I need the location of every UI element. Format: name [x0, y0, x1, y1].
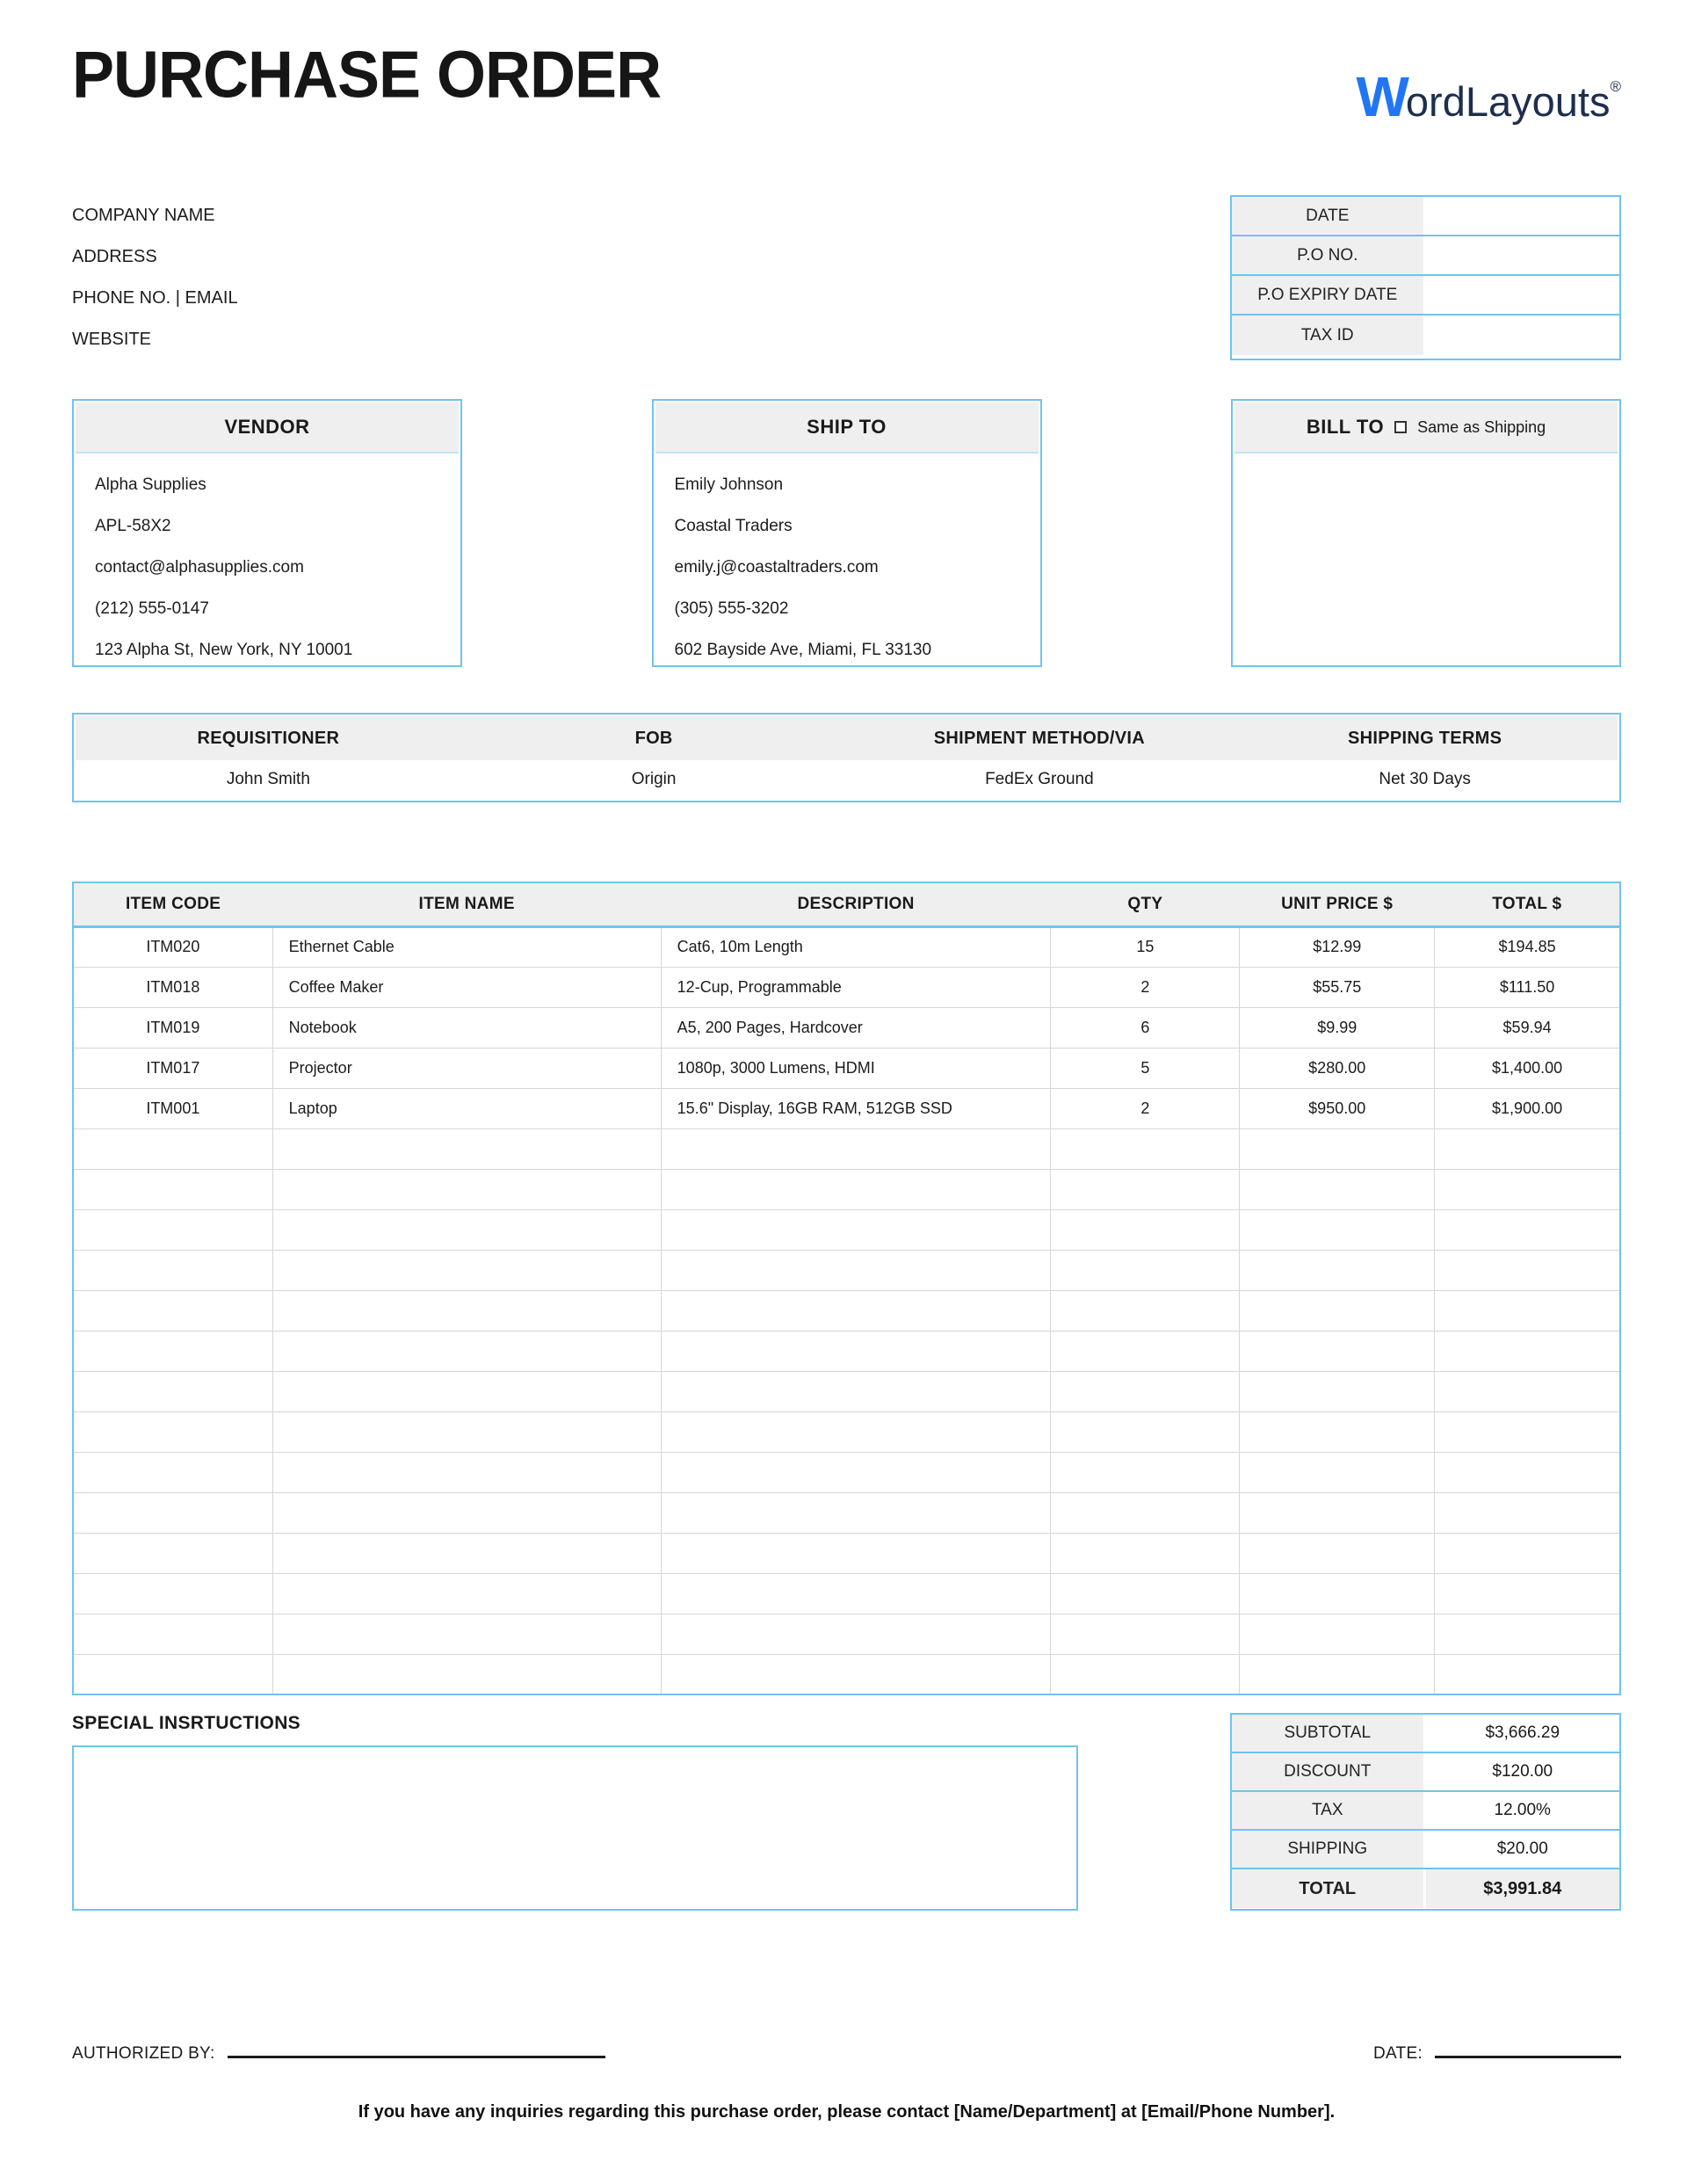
empty-item-row	[73, 1573, 1620, 1614]
shipping-label: SHIPPING	[1232, 1831, 1426, 1868]
po-expiry-label: P.O EXPIRY DATE	[1232, 276, 1426, 314]
company-block	[72, 195, 238, 360]
empty-item-cell[interactable]	[73, 1250, 272, 1290]
item-total: $59.94	[1435, 1007, 1620, 1048]
empty-item-cell[interactable]	[661, 1250, 1051, 1290]
empty-item-cell[interactable]	[1435, 1290, 1620, 1331]
bill-to-body[interactable]	[1234, 453, 1618, 475]
po-info-row-number	[1232, 236, 1619, 276]
fob-value: Origin	[631, 770, 677, 788]
empty-item-cell[interactable]	[1051, 1209, 1240, 1250]
ship-to-email: emily.j@coastaltraders.com	[674, 558, 879, 577]
ship-to-header: SHIP TO	[655, 403, 1039, 453]
logo-text: ordLayouts	[1405, 78, 1611, 125]
shipment-method-value: FedEx Ground	[985, 770, 1094, 788]
company-website: WEBSITE	[72, 330, 152, 349]
requisitioner-value: John Smith	[226, 770, 310, 788]
shipping-terms-value: Net 30 Days	[1379, 770, 1471, 788]
item-name: Laptop	[272, 1088, 661, 1128]
ship-to-phone: (305) 555-3202	[674, 599, 789, 618]
empty-item-cell[interactable]	[272, 1209, 661, 1250]
empty-item-cell[interactable]	[73, 1452, 272, 1492]
authorized-by	[72, 2039, 605, 2064]
empty-item-cell[interactable]	[661, 1614, 1051, 1654]
empty-item-cell[interactable]	[1435, 1169, 1620, 1209]
company-name: COMPANY NAME	[72, 206, 215, 225]
item-name: Coffee Maker	[272, 967, 661, 1007]
sign-date	[1373, 2039, 1621, 2064]
item-description: A5, 200 Pages, Hardcover	[661, 1007, 1051, 1048]
item-row	[73, 1007, 1620, 1048]
item-unit-price: $9.99	[1240, 1007, 1435, 1048]
po-no-label: P.O NO.	[1232, 236, 1426, 274]
empty-item-cell[interactable]	[1240, 1654, 1435, 1694]
header	[72, 38, 1621, 128]
empty-item-cell[interactable]	[73, 1492, 272, 1533]
same-as-shipping-checkbox[interactable]	[1394, 421, 1407, 433]
empty-item-cell[interactable]	[73, 1331, 272, 1371]
empty-item-cell[interactable]	[1435, 1573, 1620, 1614]
item-row	[73, 1088, 1620, 1128]
bill-to-label: BILL TO	[1306, 416, 1385, 438]
vendor-body	[76, 453, 459, 681]
empty-item-cell[interactable]	[1435, 1614, 1620, 1654]
item-qty: 2	[1051, 967, 1240, 1007]
empty-item-row	[73, 1492, 1620, 1533]
tax-label: TAX	[1232, 1792, 1426, 1829]
shipping-terms-header: SHIPPING TERMS	[1347, 728, 1502, 748]
bill-to-box	[1231, 399, 1621, 667]
address-row	[72, 399, 1621, 667]
po-info-row-taxid	[1232, 316, 1619, 355]
description-header: DESCRIPTION	[661, 882, 1051, 926]
item-code: ITM017	[73, 1048, 272, 1088]
subtotal-row	[1232, 1715, 1619, 1753]
fob-header: FOB	[634, 728, 673, 748]
empty-item-cell[interactable]	[272, 1492, 661, 1533]
item-description: 1080p, 3000 Lumens, HDMI	[661, 1048, 1051, 1088]
item-total: $1,400.00	[1435, 1048, 1620, 1088]
item-qty: 6	[1051, 1007, 1240, 1048]
empty-item-cell[interactable]	[1435, 1209, 1620, 1250]
empty-item-cell[interactable]	[661, 1128, 1051, 1169]
empty-item-row	[73, 1169, 1620, 1209]
po-info-row-expiry	[1232, 276, 1619, 316]
empty-item-cell[interactable]	[661, 1573, 1051, 1614]
item-code-header: ITEM CODE	[73, 882, 272, 926]
empty-item-row	[73, 1250, 1620, 1290]
empty-item-cell[interactable]	[1435, 1533, 1620, 1573]
qty-header: QTY	[1051, 882, 1240, 926]
tax-value: 12.00%	[1426, 1792, 1620, 1829]
shipping-info-headers	[76, 716, 1618, 760]
item-unit-price: $950.00	[1240, 1088, 1435, 1128]
empty-item-cell[interactable]	[1435, 1492, 1620, 1533]
vendor-box	[72, 399, 462, 667]
sign-date-label: DATE:	[1372, 2044, 1423, 2063]
shipping-info-values	[76, 760, 1618, 799]
empty-item-cell[interactable]	[661, 1209, 1051, 1250]
total-label: TOTAL	[1232, 1869, 1426, 1908]
empty-item-cell[interactable]	[1240, 1614, 1435, 1654]
empty-item-cell[interactable]	[272, 1331, 661, 1371]
empty-item-cell[interactable]	[272, 1128, 661, 1169]
empty-item-cell[interactable]	[661, 1331, 1051, 1371]
empty-item-row	[73, 1331, 1620, 1371]
bottom-row	[72, 1713, 1621, 1911]
total-row	[1232, 1869, 1619, 1908]
item-total: $194.85	[1435, 926, 1620, 967]
date-label: DATE	[1232, 197, 1426, 235]
item-code: ITM019	[73, 1007, 272, 1048]
empty-item-cell[interactable]	[661, 1492, 1051, 1533]
empty-item-cell[interactable]	[661, 1452, 1051, 1492]
item-qty: 5	[1051, 1048, 1240, 1088]
po-no-field[interactable]	[1426, 236, 1620, 274]
registered-trademark-icon: ®	[1610, 78, 1621, 95]
empty-item-cell[interactable]	[1435, 1371, 1620, 1411]
empty-item-cell[interactable]	[1051, 1533, 1240, 1573]
empty-item-row	[73, 1209, 1620, 1250]
item-row	[73, 967, 1620, 1007]
empty-item-cell[interactable]	[1051, 1331, 1240, 1371]
empty-item-cell[interactable]	[272, 1169, 661, 1209]
ship-to-name: Emily Johnson	[674, 475, 784, 494]
empty-item-cell[interactable]	[1240, 1573, 1435, 1614]
ship-to-company: Coastal Traders	[674, 517, 793, 535]
empty-item-cell[interactable]	[661, 1654, 1051, 1694]
shipping-info-table	[72, 713, 1621, 802]
item-code: ITM020	[73, 926, 272, 967]
item-total: $111.50	[1435, 967, 1620, 1007]
empty-item-cell[interactable]	[1051, 1290, 1240, 1331]
tax-id-field[interactable]	[1426, 316, 1620, 355]
empty-item-cell[interactable]	[1240, 1290, 1435, 1331]
empty-item-cell[interactable]	[272, 1290, 661, 1331]
empty-item-cell[interactable]	[272, 1452, 661, 1492]
item-row	[73, 1048, 1620, 1088]
item-qty: 2	[1051, 1088, 1240, 1128]
item-unit-price: $280.00	[1240, 1048, 1435, 1088]
po-info-row-date	[1232, 197, 1619, 236]
special-instructions	[72, 1713, 1078, 1911]
empty-item-cell[interactable]	[1051, 1614, 1240, 1654]
authorized-by-signature-line[interactable]	[228, 2039, 605, 2058]
empty-item-cell[interactable]	[661, 1411, 1051, 1452]
brand-logo	[1356, 65, 1621, 128]
empty-item-cell[interactable]	[1240, 1169, 1435, 1209]
item-unit-price: $55.75	[1240, 967, 1435, 1007]
authorized-by-label: AUTHORIZED BY:	[72, 2044, 215, 2063]
empty-item-row	[73, 1411, 1620, 1452]
empty-item-row	[73, 1290, 1620, 1331]
empty-item-cell[interactable]	[73, 1209, 272, 1250]
discount-value: $120.00	[1426, 1753, 1620, 1790]
vendor-header: VENDOR	[76, 403, 459, 453]
ship-to-body	[655, 453, 1039, 681]
info-row	[72, 195, 1621, 360]
item-row	[73, 926, 1620, 967]
empty-item-row	[73, 1371, 1620, 1411]
empty-item-cell[interactable]	[1240, 1411, 1435, 1452]
empty-item-cell[interactable]	[1435, 1452, 1620, 1492]
empty-item-cell[interactable]	[1240, 1492, 1435, 1533]
discount-label: DISCOUNT	[1232, 1753, 1426, 1790]
shipping-row	[1232, 1831, 1619, 1869]
item-total: $1,900.00	[1435, 1088, 1620, 1128]
subtotal-value: $3,666.29	[1426, 1715, 1620, 1752]
discount-row	[1232, 1753, 1619, 1792]
empty-item-cell[interactable]	[1051, 1128, 1240, 1169]
empty-item-cell[interactable]	[73, 1614, 272, 1654]
signature-row	[72, 2039, 1621, 2064]
vendor-address: 123 Alpha St, New York, NY 10001	[95, 641, 353, 659]
empty-item-cell[interactable]	[1051, 1654, 1240, 1694]
totals-table	[1230, 1713, 1621, 1911]
empty-item-cell[interactable]	[1051, 1411, 1240, 1452]
item-name: Projector	[272, 1048, 661, 1088]
empty-item-cell[interactable]	[73, 1654, 272, 1694]
empty-item-cell[interactable]	[272, 1411, 661, 1452]
item-description: 12-Cup, Programmable	[661, 967, 1051, 1007]
empty-item-cell[interactable]	[1240, 1371, 1435, 1411]
total-value: $3,991.84	[1426, 1869, 1620, 1908]
empty-item-cell[interactable]	[661, 1169, 1051, 1209]
empty-item-cell[interactable]	[1051, 1250, 1240, 1290]
empty-item-cell[interactable]	[73, 1128, 272, 1169]
empty-item-cell[interactable]	[1240, 1452, 1435, 1492]
vendor-code: APL-58X2	[95, 517, 171, 535]
empty-item-cell[interactable]	[272, 1614, 661, 1654]
company-phone-email: PHONE NO. | EMAIL	[72, 288, 238, 308]
empty-item-row	[73, 1533, 1620, 1573]
shipment-method-header: SHIPMENT METHOD/VIA	[933, 728, 1145, 748]
empty-item-cell[interactable]	[661, 1290, 1051, 1331]
empty-item-cell[interactable]	[1240, 1331, 1435, 1371]
empty-item-cell[interactable]	[1051, 1452, 1240, 1492]
empty-item-cell[interactable]	[73, 1371, 272, 1411]
item-name-header: ITEM NAME	[272, 882, 661, 926]
empty-item-cell[interactable]	[1240, 1533, 1435, 1573]
po-expiry-field[interactable]	[1426, 276, 1620, 314]
empty-item-cell[interactable]	[1240, 1209, 1435, 1250]
same-as-shipping-label: Same as Shipping	[1417, 417, 1546, 436]
bill-to-header	[1234, 403, 1618, 453]
empty-item-cell[interactable]	[73, 1290, 272, 1331]
tax-id-label: TAX ID	[1232, 316, 1426, 355]
ship-to-address: 602 Bayside Ave, Miami, FL 33130	[674, 641, 932, 659]
shipping-value: $20.00	[1426, 1831, 1620, 1868]
empty-item-cell[interactable]	[272, 1573, 661, 1614]
empty-item-cell[interactable]	[661, 1533, 1051, 1573]
item-unit-price: $12.99	[1240, 926, 1435, 967]
item-qty: 15	[1051, 926, 1240, 967]
empty-item-cell[interactable]	[272, 1371, 661, 1411]
item-name: Notebook	[272, 1007, 661, 1048]
items-header-row	[73, 882, 1620, 926]
empty-item-cell[interactable]	[1435, 1250, 1620, 1290]
empty-item-cell[interactable]	[1051, 1169, 1240, 1209]
empty-item-cell[interactable]	[1051, 1492, 1240, 1533]
item-code: ITM001	[73, 1088, 272, 1128]
vendor-phone: (212) 555-0147	[95, 599, 209, 618]
empty-item-cell[interactable]	[272, 1654, 661, 1694]
page-title: PURCHASE ORDER	[72, 38, 662, 112]
po-info-table	[1230, 195, 1621, 360]
sign-date-line[interactable]	[1435, 2039, 1621, 2058]
vendor-email: contact@alphasupplies.com	[95, 558, 304, 577]
empty-item-row	[73, 1654, 1620, 1694]
date-field[interactable]	[1426, 197, 1620, 235]
empty-item-cell[interactable]	[73, 1533, 272, 1573]
tax-row	[1232, 1792, 1619, 1831]
empty-item-cell[interactable]	[661, 1371, 1051, 1411]
logo-w-icon: W	[1356, 65, 1406, 128]
empty-item-row	[73, 1128, 1620, 1169]
subtotal-label: SUBTOTAL	[1232, 1715, 1426, 1752]
empty-item-cell[interactable]	[1435, 1128, 1620, 1169]
empty-item-cell[interactable]	[272, 1533, 661, 1573]
empty-item-cell[interactable]	[1435, 1331, 1620, 1371]
footer-note: If you have any inquiries regarding this purchase order, please contact [Name/Department] at [Email/Phone Number].	[358, 2102, 1336, 2122]
items-table	[72, 882, 1621, 1695]
empty-item-cell[interactable]	[73, 1573, 272, 1614]
special-instructions-label: SPECIAL INSRTUCTIONS	[72, 1713, 300, 1733]
empty-item-cell[interactable]	[73, 1169, 272, 1209]
item-code: ITM018	[73, 967, 272, 1007]
special-instructions-field[interactable]	[72, 1745, 1078, 1911]
items-body	[73, 926, 1620, 1694]
empty-item-cell[interactable]	[73, 1411, 272, 1452]
empty-item-row	[73, 1452, 1620, 1492]
total-header: TOTAL $	[1435, 882, 1620, 926]
empty-item-cell[interactable]	[272, 1250, 661, 1290]
item-description: 15.6" Display, 16GB RAM, 512GB SSD	[661, 1088, 1051, 1128]
unit-price-header: UNIT PRICE $	[1240, 882, 1435, 926]
empty-item-row	[73, 1614, 1620, 1654]
empty-item-cell[interactable]	[1240, 1250, 1435, 1290]
empty-item-cell[interactable]	[1435, 1411, 1620, 1452]
vendor-name: Alpha Supplies	[95, 475, 206, 494]
empty-item-cell[interactable]	[1051, 1573, 1240, 1614]
empty-item-cell[interactable]	[1240, 1128, 1435, 1169]
item-description: Cat6, 10m Length	[661, 926, 1051, 967]
empty-item-cell[interactable]	[1051, 1371, 1240, 1411]
ship-to-box	[652, 399, 1042, 667]
item-name: Ethernet Cable	[272, 926, 661, 967]
empty-item-cell[interactable]	[1435, 1654, 1620, 1694]
requisitioner-header: REQUISITIONER	[197, 728, 340, 748]
company-address: ADDRESS	[72, 247, 157, 266]
